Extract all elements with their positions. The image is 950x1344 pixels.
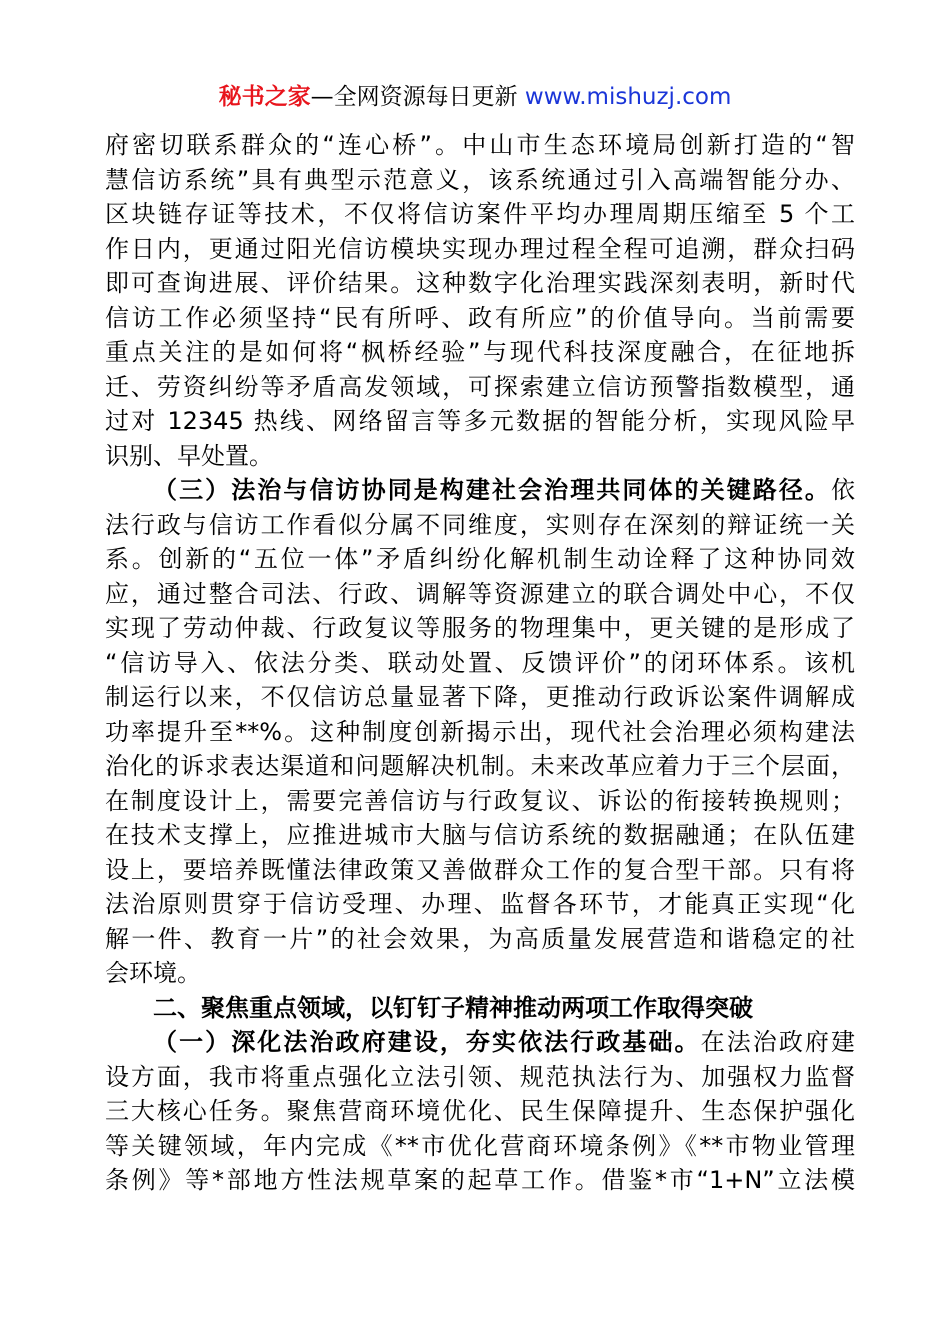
body-line: 解一件、教育一片”的社会效果，为高质量发展营造和谐稳定的社 <box>105 924 855 953</box>
body-line: 制运行以来，不仅信访总量显著下降，更推动行政诉讼案件调解成 <box>105 683 855 711</box>
body-line: 法治原则贯穿于信访受理、办理、监督各环节，才能真正实现“化 <box>105 890 855 918</box>
site-url[interactable]: www.mishuzj.com <box>524 84 732 110</box>
body-line: 慧信访系统”具有典型示范意义，该系统通过引入高端智能分办、 <box>105 165 855 194</box>
body-line: 会环境。 <box>105 959 201 987</box>
body-line: 设上，要培养既懂法律政策又善做群众工作的复合型干部。只有将 <box>105 855 855 884</box>
paragraph-lead-line <box>105 1025 855 1060</box>
body-line: 等关键领域，年内完成《**市优化营商环境条例》《**市物业管理 <box>105 1131 855 1160</box>
document-body <box>105 128 855 1198</box>
paragraph-lead-line <box>105 473 855 508</box>
body-line: 作日内，更通过阳光信访模块实现办理过程全程可追溯，群众扫码 <box>105 234 855 263</box>
body-line: 重点关注的是如何将“枫桥经验”与现代科技深度融合，在征地拆 <box>105 338 855 366</box>
body-line: 识别、早处置。 <box>105 441 273 470</box>
body-line: 系。创新的“五位一体”矛盾纠纷化解机制生动诠释了这种协同效 <box>105 545 855 573</box>
body-line: 设方面，我市将重点强化立法引领、规范执法行为、加强权力监督 <box>105 1062 855 1091</box>
body-line: 在技术支撑上，应推进城市大脑与信访系统的数据融通；在队伍建 <box>105 821 855 849</box>
body-line: 法行政与信访工作看似分属不同维度，实则存在深刻的辩证统一关 <box>105 510 855 539</box>
header-tagline: —全网资源每日更新 <box>310 84 525 110</box>
body-line: 过对 12345 热线、网络留言等多元数据的智能分析，实现风险早 <box>105 407 855 435</box>
page-header <box>0 80 950 114</box>
body-line: 区块链存证等技术，不仅将信访案件平均办理周期压缩至 5 个工 <box>105 200 855 228</box>
body-text: 依 <box>831 476 855 504</box>
subsection-heading: （一）深化法治政府建设，夯实依法行政基础。 <box>153 1028 701 1056</box>
body-line: 即可查询进展、评价结果。这种数字化治理实践深刻表明，新时代 <box>105 269 855 297</box>
body-line: 在制度设计上，需要完善信访与行政复议、诉讼的衔接转换规则； <box>105 786 855 815</box>
body-line: 应，通过整合司法、行政、调解等资源建立的联合调处中心，不仅 <box>105 579 855 608</box>
body-line: 功率提升至**%。这种制度创新揭示出，现代社会治理必须构建法 <box>105 717 855 746</box>
body-line: 信访工作必须坚持“民有所呼、政有所应”的价值导向。当前需要 <box>105 303 855 332</box>
brand-name: 秘书之家 <box>218 84 311 110</box>
section-heading: 二、聚焦重点领域，以钉钉子精神推动两项工作取得突破 <box>153 993 753 1022</box>
body-line: 三大核心任务。聚焦营商环境优化、民生保障提升、生态保护强化 <box>105 1097 855 1125</box>
body-line: 条例》等*部地方性法规草案的起草工作。借鉴*市“1+N”立法模 <box>105 1166 855 1194</box>
body-line: “信访导入、依法分类、联动处置、反馈评价”的闭环体系。该机 <box>105 648 855 677</box>
body-line: 治化的诉求表达渠道和问题解决机制。未来改革应着力于三个层面， <box>105 752 855 780</box>
body-line: 府密切联系群众的“连心桥”。中山市生态环境局创新打造的“智 <box>105 131 855 159</box>
body-text: 在法治政府建 <box>700 1028 856 1056</box>
body-line: 实现了劳动仲裁、行政复议等服务的物理集中，更关键的是形成了 <box>105 614 855 642</box>
body-line: 迁、劳资纠纷等矛盾高发领域，可探索建立信访预警指数模型，通 <box>105 372 855 401</box>
subsection-heading: （三）法治与信访协同是构建社会治理共同体的关键路径。 <box>153 476 831 504</box>
